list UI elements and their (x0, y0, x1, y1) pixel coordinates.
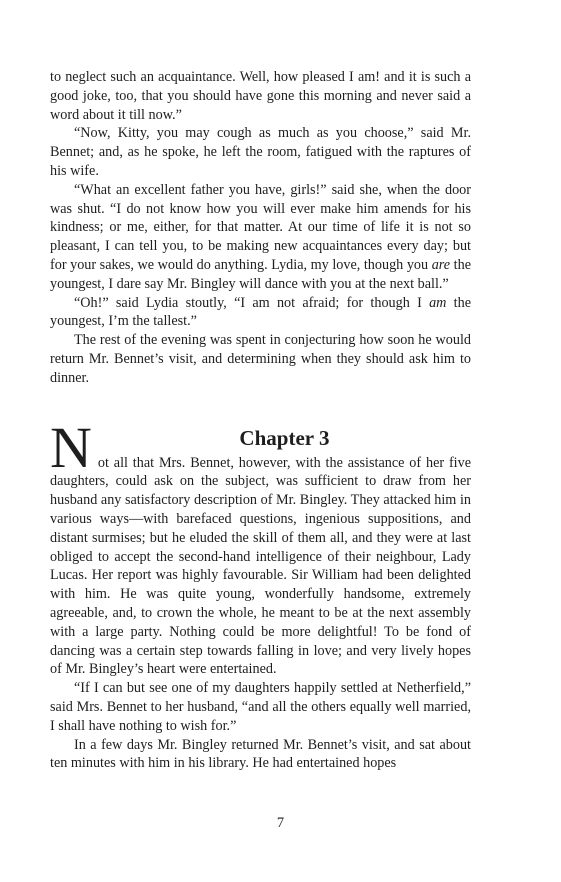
emphasis: am (429, 294, 447, 311)
paragraph-text: “What an excellent father you have, girls!” said she, when the door was shut. “I do not know how you will ever make him amends for his kindness; or me, either, for that matter. At our time of life it is not so pleasant, I can tell you, to be making new acquaintances every day; but for your sakes, we would do anything. Lydia, my love, though you (50, 181, 471, 273)
chapter-first-paragraph: ot all that Mrs. Bennet, however, with the assistance of her five daughters, could ask on the subject, was sufficient to draw from her husband any satisfactory description of Mr. Bingley. They attacked him in various ways—with barefaced questions, ingenious suppositions, and distant surmises; but he eluded the skill of them all, and they were at last obliged to accept the second-hand intelligence of their neighbour, Lady Lucas. Her report was highly favourable. Sir William had been delighted with him. He was quite young, wonderfully handsome, extremely agreeable, and, to crown the whole, he meant to be at the next assembly with a large party. Nothing could be more delightful! To be fond of dancing was a certain step towards falling in love; and very lively hopes of Mr. Bingley’s heart were entertained. (50, 454, 471, 678)
paragraph: “If I can but see one of my daughters happily settled at Netherfield,” said Mrs. Bennet to her husband, “and all the others equally well married, I shall have nothing to wish for.” (50, 680, 471, 734)
page-text-block (50, 68, 471, 773)
emphasis: are (431, 256, 451, 273)
chapter-section (50, 414, 471, 774)
paragraph (50, 181, 471, 294)
paragraph (50, 294, 471, 332)
page-number: 7 (276, 815, 285, 831)
drop-cap: N (50, 414, 92, 480)
paragraph: The rest of the evening was spent in conjecturing how soon he would return Mr. Bennet’s visit, and determining when they should ask him to dinner. (50, 332, 471, 386)
paragraph-text: “Oh!” said Lydia stoutly, “I am not afraid; for though I (74, 294, 430, 311)
paragraph-text: the youngest, I dare say Mr. Bingley will dance with you at the next ball.” (50, 256, 471, 292)
chapter-title: Chapter 3 (239, 425, 330, 450)
paragraph: to neglect such an acquaintance. Well, how pleased I am! and it is such a good joke, too, that you should have gone this morning and never said a word about it till now.” (50, 69, 471, 123)
paragraph: In a few days Mr. Bingley returned Mr. Bennet’s visit, and sat about ten minutes with him in his library. He had entertained hopes (50, 736, 471, 772)
paragraph-text: the youngest, I’m the tallest.” (50, 294, 471, 330)
paragraph: “Now, Kitty, you may cough as much as you choose,” said Mr. Bennet; and, as he spoke, he left the room, fatigued with the raptures of his wife. (50, 125, 471, 179)
